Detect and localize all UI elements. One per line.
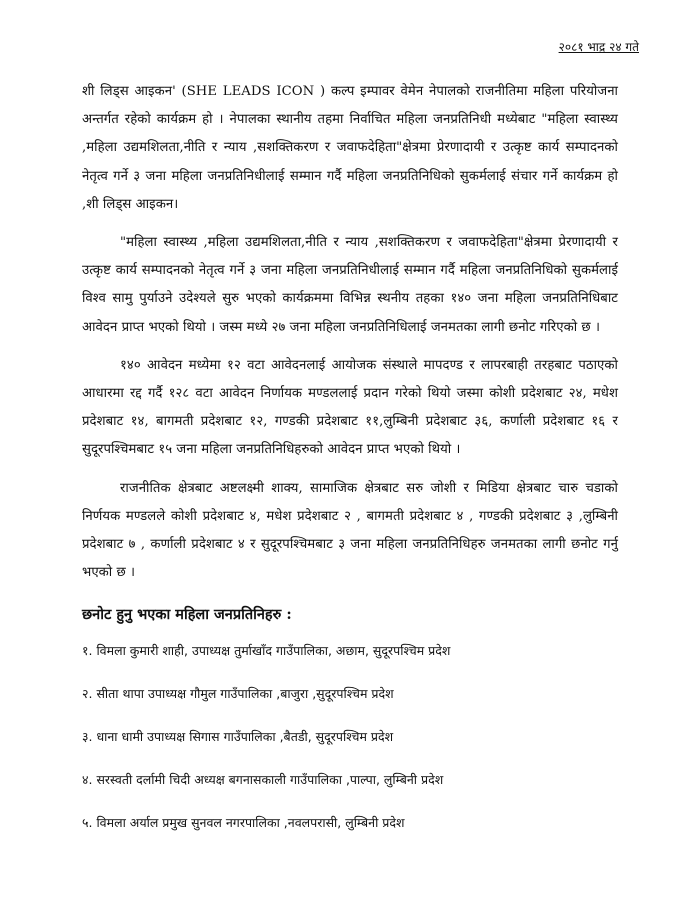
paragraph-jury-selection: राजनीतिक क्षेत्रबाट अष्टलक्ष्मी शाक्य, सामाजिक क्षेत्रबाट सरु जोशी र मिडिया क्षेत्रबाट चारु चडाको निर्णयक मण्डलले कोशी प्रदेशबाट ४, मधेश प्रदेशबाट २ , बागमती प्रदेशबाट ४ , गण्डकी प्रदेशबाट ३ ,लुम्बिनी प्रदेशबाट ७ , कर्णाली प्रदेशबाट ४ र सुदूरपश्चिमबाट ३ जना महिला जनप्रतिनिधिहरु जनमतका लागी छनोट गर्नु भएको छ । <box>82 480 618 581</box>
list-item: २. सीता थापा उपाध्यक्ष गौमुल गाउँपालिका ,बाजुरा ,सुदूरपश्चिम प्रदेश <box>82 686 394 701</box>
list-item: ४. सरस्वती दर्लामी चिदी अध्यक्ष बगनासकाली गाउँपालिका ,पाल्पा, लुम्बिनी प्रदेश <box>82 772 444 787</box>
document-date: २०८१ भाद्र २४ गते <box>558 40 639 54</box>
selected-heading: छनोट हुनु भएका महिला जनप्रतिनिहरु : <box>82 606 292 623</box>
list-item: ५. विमला अर्याल प्रमुख सुनवल नगरपालिका ,नवलपरासी, लुम्बिनी प्रदेश <box>82 815 405 830</box>
list-item: ३. धाना धामी उपाध्यक्ष सिगास गाउँपालिका ,बैतडी, सुदूरपश्चिम प्रदेश <box>82 729 394 744</box>
paragraph-province-breakdown: १४० आवेदन मध्येमा १२ वटा आवेदनलाई आयोजक संस्थाले मापदण्ड र लापरबाही तरहबाट पठाएको आधारमा रद्द गर्दै १२८ वटा आवेदन निर्णायक मण्डललाई प्रदान गरेको थियो जस्मा कोशी प्रदेशबाट २४, मधेश प्रदेशबाट १४, बागमती प्रदेशबाट १२, गण्डकी प्रदेशबाट ११,लुम्बिनी प्रदेशबाट ३६, कर्णाली प्रदेशबाट १६ र सुदूरपश्चिमबाट १५ जना महिला जनप्रतिनिधिहरुको आवेदन प्राप्त भएको थियो । <box>82 357 618 458</box>
document-body <box>82 78 618 597</box>
paragraph-applications: "महिला स्वास्थ्य ,महिला उद्यमशिलता,नीति र न्याय ,सशक्तिकरण र जवाफदेहिता"क्षेत्रमा प्रेरणादायी र उत्कृष्ट कार्य सम्पादनको नेतृत्व गर्ने ३ जना महिला जनप्रतिनिधीलाई सम्मान गर्दै महिला जनप्रतिनिधिको सुकर्मलाई विश्व सामु पुर्याउने उदेश्यले सुरु भएको कार्यक्रममा विभिन्न स्थनीय तहका १४० जना महिला जनप्रतिनिधिबाट आवेदन प्राप्त भएको थियो । जस्म मध्ये २७ जना महिला जनप्रतिनिधिलाई जनमतका लागी छनोट गरिएको छ । <box>82 235 618 335</box>
selected-list <box>82 640 622 855</box>
list-item: १. विमला कुमारी शाही, उपाध्यक्ष तुर्माखाँद गाउँपालिका, अछाम, सुदूरपश्चिम प्रदेश <box>82 643 451 658</box>
paragraph-intro: शी लिड्स आइकन' (SHE LEADS ICON ) कल्प इम्पावर वेमेन नेपालको राजनीतिमा महिला परियोजना अन्तर्गत रहेको कार्यक्रम हो । नेपालका स्थानीय तहमा निर्वाचित महिला जनप्रतिनिधी मध्येबाट "महिला स्वास्थ्य ,महिला उद्यमशिलता,नीति र न्याय ,सशक्तिकरण र जवाफदेहिता"क्षेत्रमा प्रेरणादायी र उत्कृष्ट कार्य सम्पादनको नेतृत्व गर्ने ३ जना महिला जनप्रतिनिधीलाई सम्मान गर्दै महिला जनप्रतिनिधिको सुकर्मलाई संचार गर्ने कार्यक्रम हो ,शी लिड्स आइकन। <box>82 84 618 212</box>
